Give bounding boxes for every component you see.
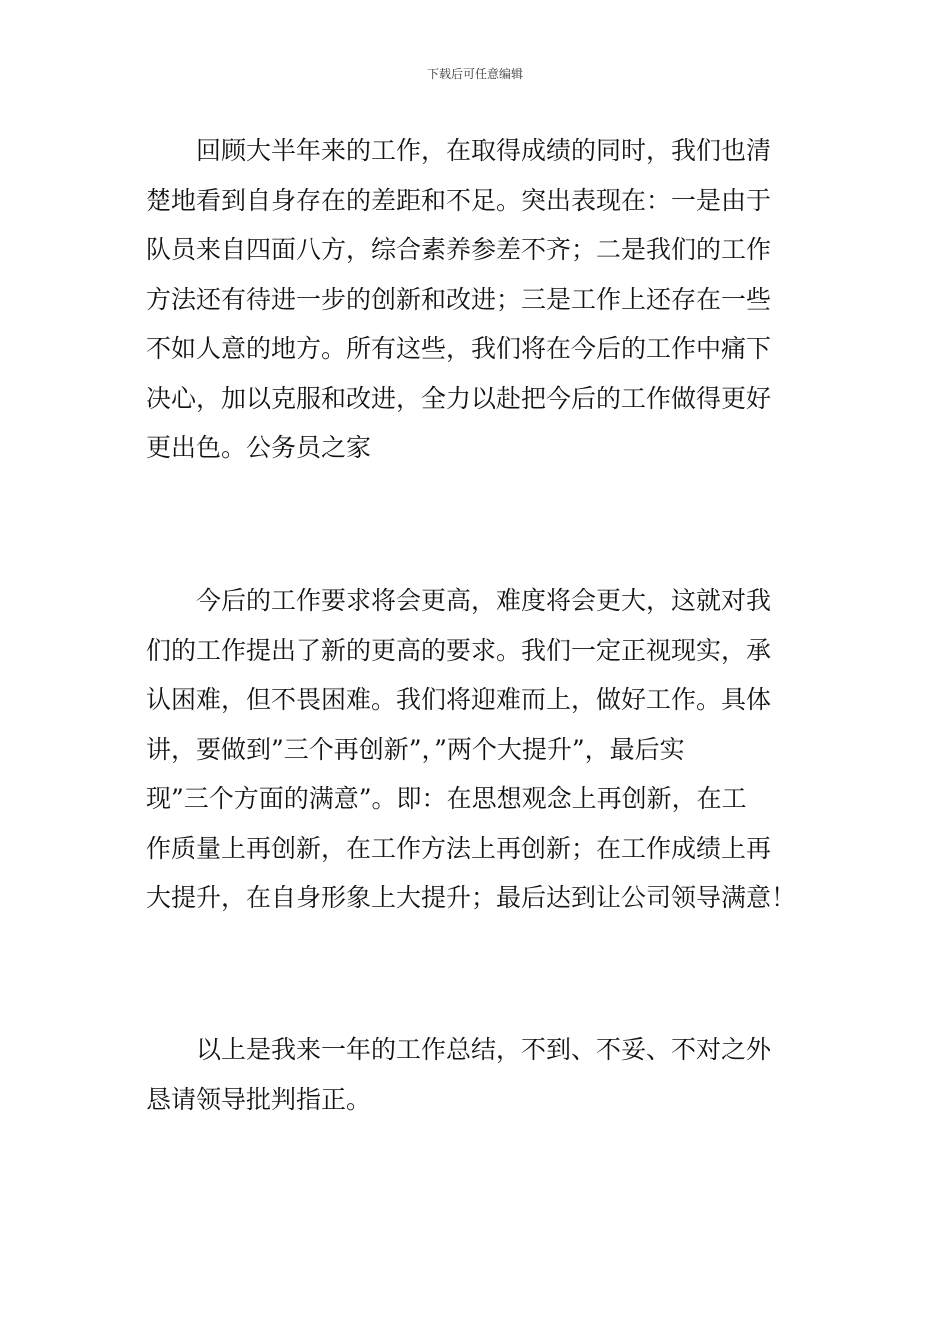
paragraph-line: 讲，要做到”三个再创新”，”两个大提升”，最后实 xyxy=(146,734,685,764)
paragraph-line: 认困难，但不畏困难。我们将迎难而上，做好工作。具体 xyxy=(146,685,772,714)
paragraph-line: 方法还有待进一步的创新和改进；三是工作上还存在一些 xyxy=(146,284,772,314)
paragraph-line: 不如人意的地方。所有这些，我们将在今后的工作中痛下 xyxy=(146,334,772,363)
paragraph-line: 楚地看到自身存在的差距和不足。突出表现在：一是由于 xyxy=(146,185,772,215)
paragraph-line: 今后的工作要求将会更高，难度将会更大，这就对我 xyxy=(196,586,772,615)
paragraph-line: 大提升，在自身形象上大提升；最后达到让公司领导满意！ xyxy=(146,883,797,912)
page-header: 下载后可任意编辑 xyxy=(426,67,523,81)
paragraph-line: 队员来自四面八方，综合素养参差不齐；二是我们的工作 xyxy=(146,235,772,264)
paragraph-line: 回顾大半年来的工作，在取得成绩的同时，我们也清 xyxy=(196,136,772,165)
paragraph-line: 恳请领导批判指正。 xyxy=(146,1084,372,1114)
paragraph-line: 更出色。公务员之家 xyxy=(146,433,372,462)
paragraph-conclusion xyxy=(146,1025,808,1124)
paragraph-line: 决心，加以克服和改进，全力以赴把今后的工作做得更好 xyxy=(146,383,772,413)
paragraph-review xyxy=(146,126,808,473)
paragraph-line: 以上是我来一年的工作总结，不到、不妥、不对之外 xyxy=(196,1035,772,1064)
paragraph-line: 们的工作提出了新的更高的要求。我们一定正视现实，承 xyxy=(146,635,772,665)
paragraph-line: 作质量上再创新，在工作方法上再创新；在工作成绩上再 xyxy=(146,833,772,863)
paragraph-line: 现”三个方面的满意”。即：在思想观念上再创新，在工 xyxy=(146,784,747,813)
paragraph-future-plan xyxy=(146,576,808,923)
